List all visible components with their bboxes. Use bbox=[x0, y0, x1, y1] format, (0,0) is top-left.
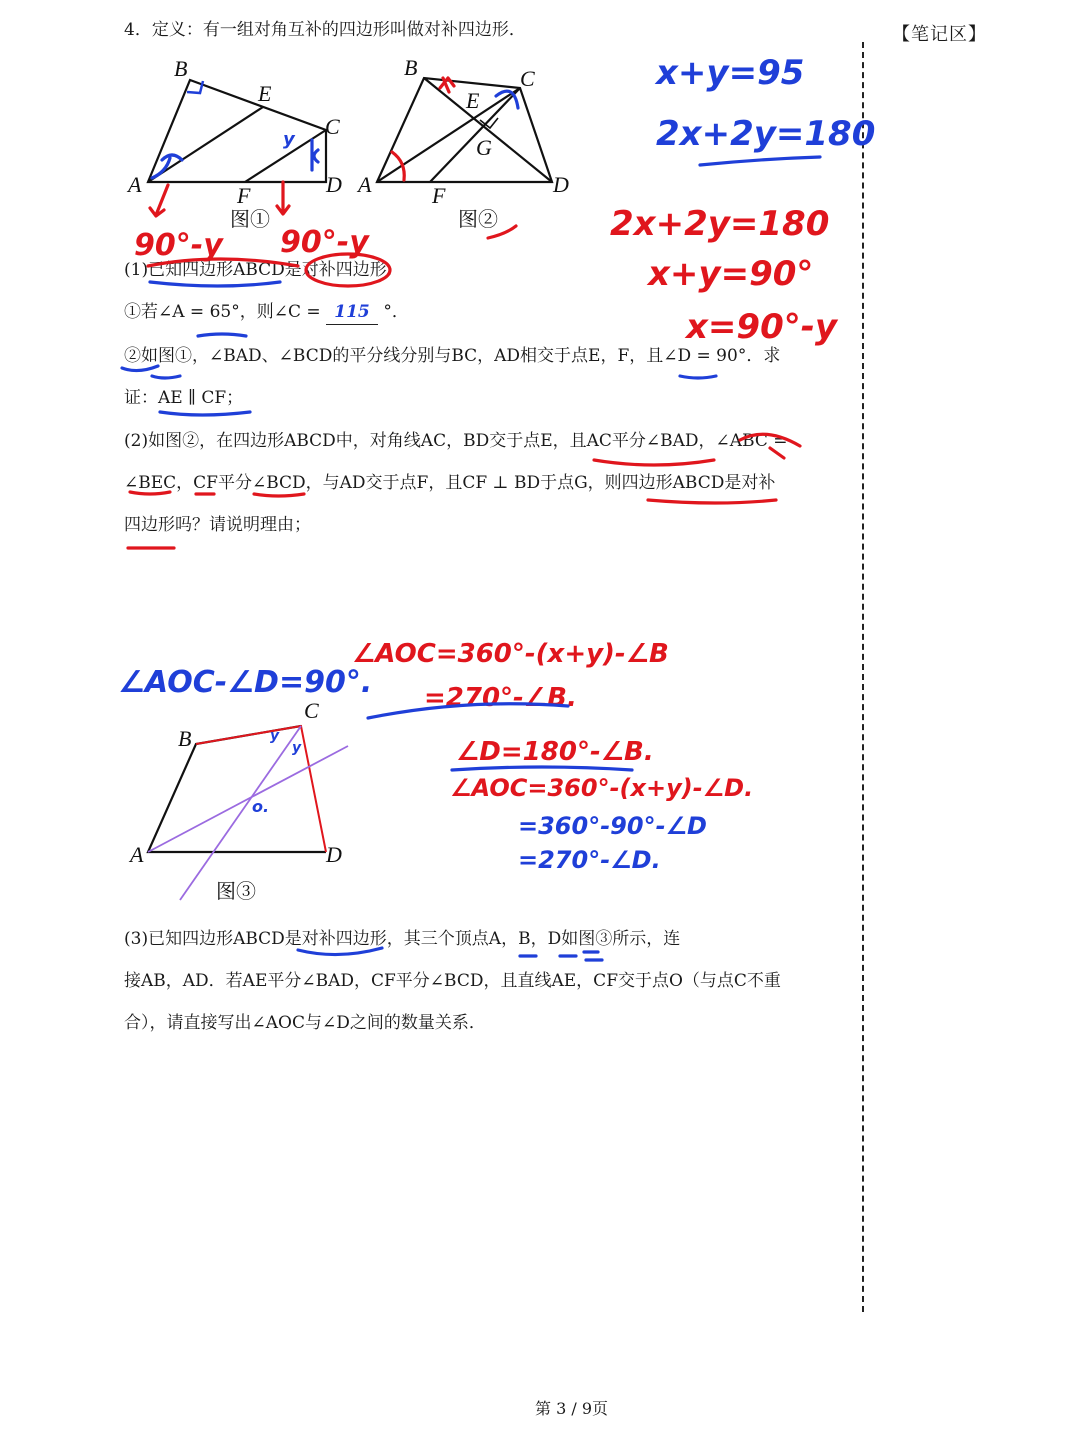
q1-a-suffix: °． bbox=[383, 302, 409, 322]
fig2-label-f: F bbox=[432, 183, 446, 208]
fig2-label-g: G bbox=[476, 135, 492, 160]
q3-line2: 接AB，AD．若AE平分∠BAD，CF平分∠BCD，且直线AE，CF交于点O（与点C不重 bbox=[124, 971, 781, 991]
q2-line1: (2)如图②，在四边形ABCD中，对角线AC，BD交于点E，且AC平分∠BAD，∠ABC = bbox=[124, 431, 788, 451]
fig1-label-b: B bbox=[174, 56, 188, 81]
handwriting-top-right bbox=[610, 53, 875, 347]
hw-top-right-2: 2x+2y=180 bbox=[656, 114, 876, 154]
fig3-label-a: A bbox=[130, 842, 144, 867]
fig2-diagonal-bd bbox=[424, 78, 552, 182]
hw-d-3: =360°-90°-∠D bbox=[518, 812, 707, 840]
fig3-line-cf bbox=[180, 726, 301, 900]
fig3-hw-y1: y bbox=[270, 728, 280, 744]
hw-mid-right-3: x=90°-y bbox=[686, 307, 838, 347]
note-area-label: 【笔记区】 bbox=[892, 24, 987, 45]
hw-q2-marks bbox=[130, 492, 304, 496]
fig3-caption: 图③ bbox=[216, 879, 256, 903]
hw-mid-right-1: 2x+2y=180 bbox=[610, 204, 830, 244]
hw-aoc-1: ∠AOC=360°-(x+y)-∠B bbox=[352, 639, 669, 669]
q1-a-prefix: ①若∠A = 65°，则∠C = bbox=[124, 302, 321, 322]
fig3-red-sides bbox=[196, 726, 326, 852]
fig1-arrow-right bbox=[277, 182, 289, 214]
fig1-label-f: F bbox=[237, 183, 251, 208]
hw-top-right-underline bbox=[700, 157, 820, 165]
fig3-line-ae bbox=[148, 746, 348, 852]
fig1-quadrilateral bbox=[148, 80, 326, 182]
fig1-angle-y-c bbox=[312, 140, 318, 170]
fig3-label-c: C bbox=[304, 698, 319, 723]
hw-q2-underline-2 bbox=[648, 500, 776, 503]
fig3-hw-o: o. bbox=[252, 797, 270, 816]
figure-3 bbox=[128, 698, 348, 903]
handwriting-fig3 bbox=[118, 639, 753, 874]
hw-q1b-over bbox=[198, 334, 246, 336]
fig1-label-c: C bbox=[325, 114, 340, 139]
hw-q1b-marks bbox=[122, 366, 180, 378]
fig1-label-e: E bbox=[258, 81, 272, 106]
figure-2 bbox=[356, 55, 569, 238]
hw-d-4: =270°-∠D. bbox=[518, 846, 661, 874]
hw-top-right-1: x+y=95 bbox=[656, 53, 805, 93]
fig3-label-d: D bbox=[326, 842, 342, 867]
fig3-hw-y2: y bbox=[292, 740, 302, 756]
hw-q3-underline bbox=[298, 948, 382, 955]
fig1-angle-arc-a bbox=[162, 155, 182, 160]
fig2-label-d: D bbox=[553, 172, 569, 197]
fig1-label-a: A bbox=[128, 172, 142, 197]
hw-d-2: ∠AOC=360°-(x+y)-∠D. bbox=[450, 774, 754, 802]
fig2-label-c: C bbox=[520, 66, 535, 91]
q3-line3: 合），请直接写出∠AOC与∠D之间的数量关系． bbox=[124, 1013, 486, 1033]
text-annotations bbox=[122, 254, 800, 960]
fig1-label-d: D bbox=[326, 172, 342, 197]
hw-mid-right-2: x+y=90° bbox=[648, 254, 814, 294]
fig2-label-b: B bbox=[404, 55, 418, 80]
hw-aoc-2: =270°-∠B. bbox=[424, 683, 577, 713]
fig1-hw-right: 90°-y bbox=[280, 225, 369, 260]
q1-b-line1: ②如图①，∠BAD、∠BCD的平分线分别与BC，AD相交于点E，F，且∠D = 90°．求 bbox=[124, 346, 781, 366]
problem-definition: 4．定义：有一组对角互补的四边形叫做对补四边形． bbox=[124, 20, 526, 40]
hw-angle-d-underline bbox=[680, 376, 716, 378]
hw-q3-marks bbox=[520, 952, 602, 960]
fig1-hw-left: 90°-y bbox=[134, 228, 223, 263]
hw-d-underline bbox=[452, 767, 632, 770]
fig1-arrow-left bbox=[150, 185, 168, 216]
q2-line3: 四边形吗？请说明理由； bbox=[124, 515, 311, 535]
hw-q2-underline-1 bbox=[594, 460, 714, 465]
hw-aoc-left: ∠AOC-∠D=90°. bbox=[118, 665, 373, 700]
fig2-angle-arc-a bbox=[392, 152, 404, 180]
q1-a-blank: 115 bbox=[326, 300, 378, 325]
hw-q2-scribble bbox=[740, 434, 800, 458]
hw-q1-underline bbox=[150, 282, 280, 286]
fig1-caption: 图① bbox=[230, 207, 270, 231]
q3-line1: (3)已知四边形ABCD是对补四边形，其三个顶点A，B，D如图③所示，连 bbox=[124, 929, 681, 949]
q1-b-line2: 证：AE ∥ CF； bbox=[124, 388, 244, 408]
fig3-label-b: B bbox=[178, 726, 192, 751]
figure-1 bbox=[126, 56, 370, 263]
page-number: 第 3 / 9页 bbox=[535, 1399, 609, 1418]
hw-ae-cf-underline bbox=[160, 412, 250, 415]
hw-d-1: ∠D=180°-∠B. bbox=[456, 737, 654, 767]
fig2-label-e: E bbox=[466, 88, 480, 113]
q1-intro: (1)已知四边形ABCD是对补四边形． bbox=[124, 260, 404, 280]
fig2-label-a: A bbox=[358, 172, 372, 197]
fig1-hw-y: y bbox=[283, 129, 295, 150]
fig2-caption: 图② bbox=[458, 207, 498, 231]
fig1-segment-ae bbox=[148, 107, 263, 182]
q2-line2: ∠BEC，CF平分∠BCD，与AD交于点F，且CF ⊥ BD于点G，则四边形ABCD是对补 bbox=[124, 473, 776, 493]
